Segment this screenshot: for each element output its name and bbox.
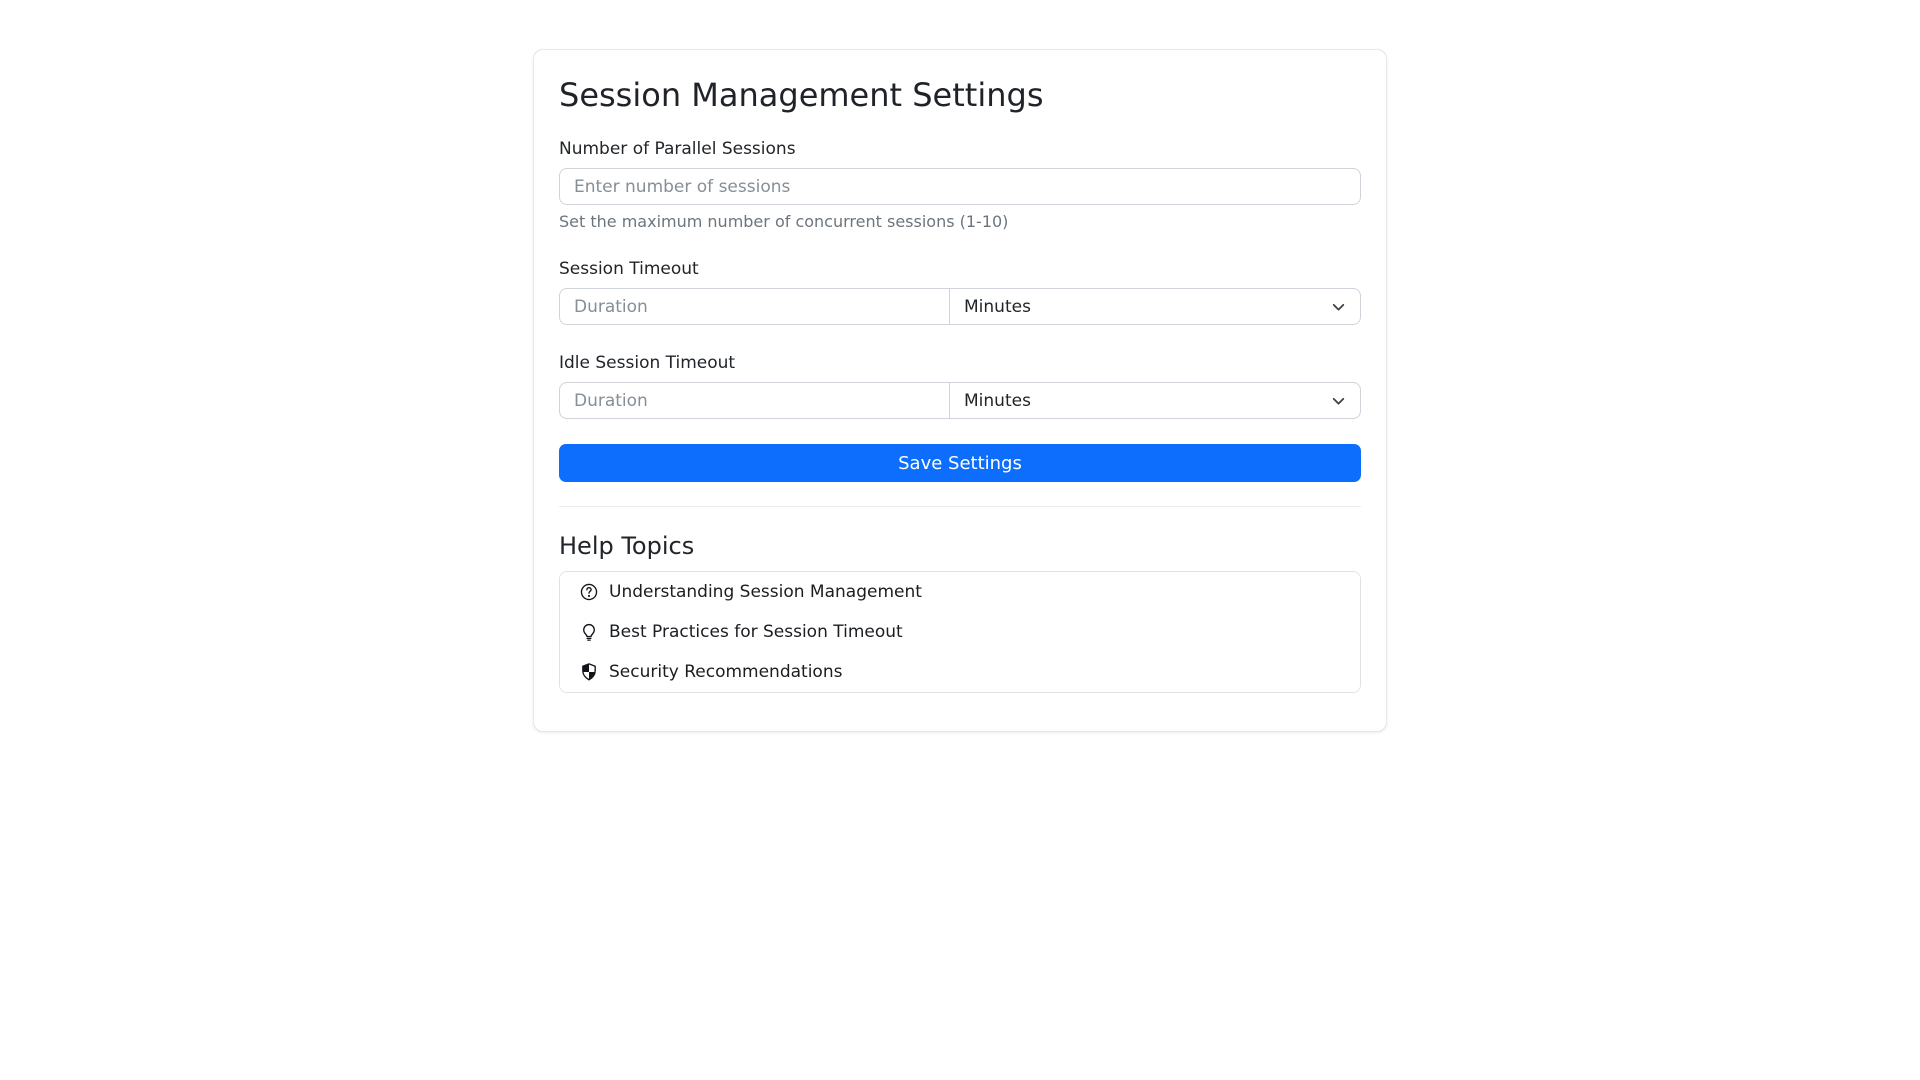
idle-session-timeout-row [559,382,1361,419]
help-topic-label: Security Recommendations [609,662,843,682]
help-topics-list [559,571,1361,693]
help-topic-understanding-session-management[interactable] [560,572,1360,612]
save-settings-button[interactable]: Save Settings [559,444,1361,482]
help-topic-best-practices[interactable] [560,612,1360,652]
parallel-sessions-helper: Set the maximum number of concurrent sessions (1-10) [559,212,1009,231]
lightbulb-icon [580,623,598,641]
session-settings-card [533,49,1387,732]
parallel-sessions-input[interactable] [559,168,1361,205]
session-timeout-row [559,288,1361,325]
session-timeout-unit-wrap [949,288,1361,325]
help-topics-heading: Help Topics [559,532,695,560]
parallel-sessions-label: Number of Parallel Sessions [559,139,796,159]
divider [559,506,1361,507]
session-timeout-unit-select[interactable] [949,288,1361,325]
idle-session-timeout-label: Idle Session Timeout [559,353,736,373]
shield-icon [580,663,598,681]
idle-session-timeout-unit-select[interactable] [949,382,1361,419]
page-title: Session Management Settings [559,76,1044,114]
help-topic-label: Understanding Session Management [609,582,922,602]
idle-session-timeout-unit-wrap [949,382,1361,419]
session-timeout-label: Session Timeout [559,259,699,279]
help-topic-security-recommendations[interactable] [560,652,1360,692]
session-timeout-duration-input[interactable] [559,288,949,325]
idle-session-timeout-duration-input[interactable] [559,382,949,419]
question-circle-icon [580,583,598,601]
help-topic-label: Best Practices for Session Timeout [609,622,903,642]
